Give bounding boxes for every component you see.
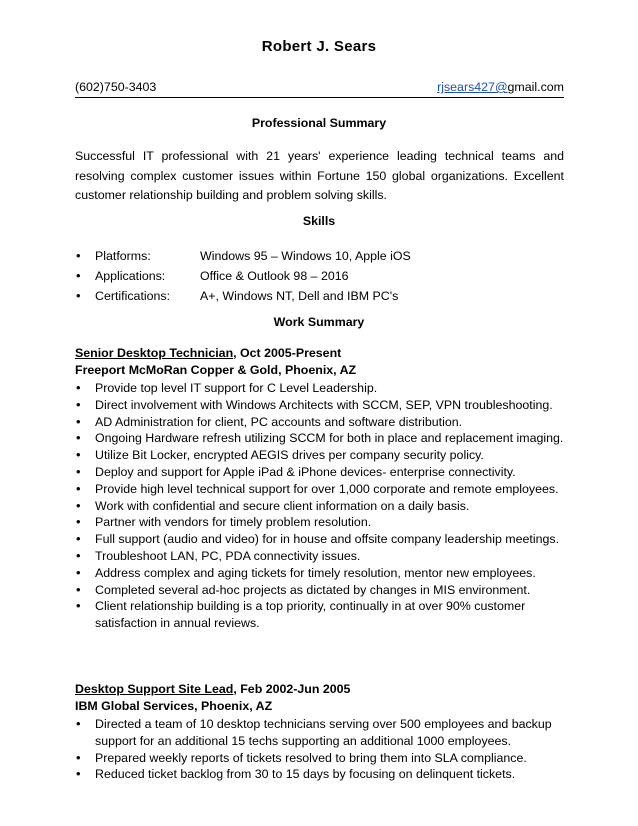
duty-item: • Full support (audio and video) for in house and offsite company leadership meetings.	[75, 531, 564, 548]
skills-heading: Skills	[302, 214, 336, 228]
email-link[interactable]: rjsears427@	[437, 80, 508, 94]
professional-summary-heading: Professional Summary	[251, 116, 387, 130]
skill-value: A+, Windows NT, Dell and IBM PC's	[200, 289, 399, 303]
duty-item: • Deploy and support for Apple iPad & iPhone devices- enterprise connectivity.	[75, 464, 564, 481]
duty-item: • Prepared weekly reports of tickets resolved to bring them into SLA compliance.	[75, 750, 564, 767]
skill-label: Applications:	[95, 269, 166, 283]
duty-item: • Ongoing Hardware refresh utilizing SCCM for both in place and replacement imaging.	[75, 430, 564, 447]
job-company: IBM Global Services, Phoenix, AZ	[75, 699, 273, 713]
duty-item: • Completed several ad-hoc projects as dictated by changes in MIS environment.	[75, 582, 564, 599]
skill-item	[75, 286, 411, 306]
email-address[interactable]	[437, 80, 564, 94]
work-summary-heading: Work Summary	[273, 315, 365, 329]
skill-item	[75, 266, 411, 286]
duty-item: • Utilize Bit Locker, encrypted AEGIS drives per company security policy.	[75, 447, 564, 464]
contact-line	[75, 80, 564, 94]
email-domain: gmail.com	[507, 80, 564, 94]
job-dates: , Oct 2005-Present	[233, 346, 342, 360]
duty-item: • Work with confidential and secure client information on a daily basis.	[75, 498, 564, 515]
duty-item: • AD Administration for client, PC accounts and software distribution.	[75, 414, 564, 431]
duty-item: • Reduced ticket backlog from 30 to 15 days by focusing on delinquent tickets.	[75, 766, 564, 783]
job-role: Desktop Support Site Lead	[75, 682, 234, 696]
duty-item: • Client relationship building is a top priority, continually in at over 90% customer satisfaction in annual reviews.	[75, 598, 564, 632]
duty-item: • Direct involvement with Windows Architects with SCCM, SEP, VPN troubleshooting.	[75, 397, 564, 414]
job-duties-list	[75, 380, 564, 632]
skill-value: Office & Outlook 98 – 2016	[200, 269, 349, 283]
professional-summary-text: Successful IT professional with 21 years' experience leading technical teams and resolving complex customer issues within Fortune 150 global organizations. Excellent customer relationship building and problem solving skills.	[75, 149, 564, 202]
phone-number: (602)750-3403	[75, 80, 157, 94]
job-title-line	[75, 682, 350, 696]
skill-label: Certifications:	[95, 289, 171, 303]
skill-label: Platforms:	[95, 249, 151, 263]
skills-list	[75, 246, 411, 306]
duty-item: • Address complex and aging tickets for timely resolution, mentor new employees.	[75, 565, 564, 582]
job-dates: , Feb 2002-Jun 2005	[233, 682, 351, 696]
job-duties-list	[75, 716, 564, 783]
duty-item: • Directed a team of 10 desktop technicians serving over 500 employees and backup support for an additional 15 techs supporting an additional 1000 employees.	[75, 716, 564, 750]
job-role: Senior Desktop Technician	[75, 346, 234, 360]
skill-item	[75, 246, 411, 266]
duty-item: • Troubleshoot LAN, PC, PDA connectivity issues.	[75, 548, 564, 565]
job-title-line	[75, 346, 341, 360]
header-divider	[75, 97, 564, 98]
duty-item: • Provide high level technical support for over 1,000 corporate and remote employees.	[75, 481, 564, 498]
duty-item: • Provide top level IT support for C Level Leadership.	[75, 380, 564, 397]
job-company: Freeport McMoRan Copper & Gold, Phoenix, AZ	[75, 363, 357, 377]
candidate-name: Robert J. Sears	[261, 38, 377, 55]
duty-item: • Partner with vendors for timely problem resolution.	[75, 514, 564, 531]
skill-value: Windows 95 – Windows 10, Apple iOS	[200, 249, 411, 263]
